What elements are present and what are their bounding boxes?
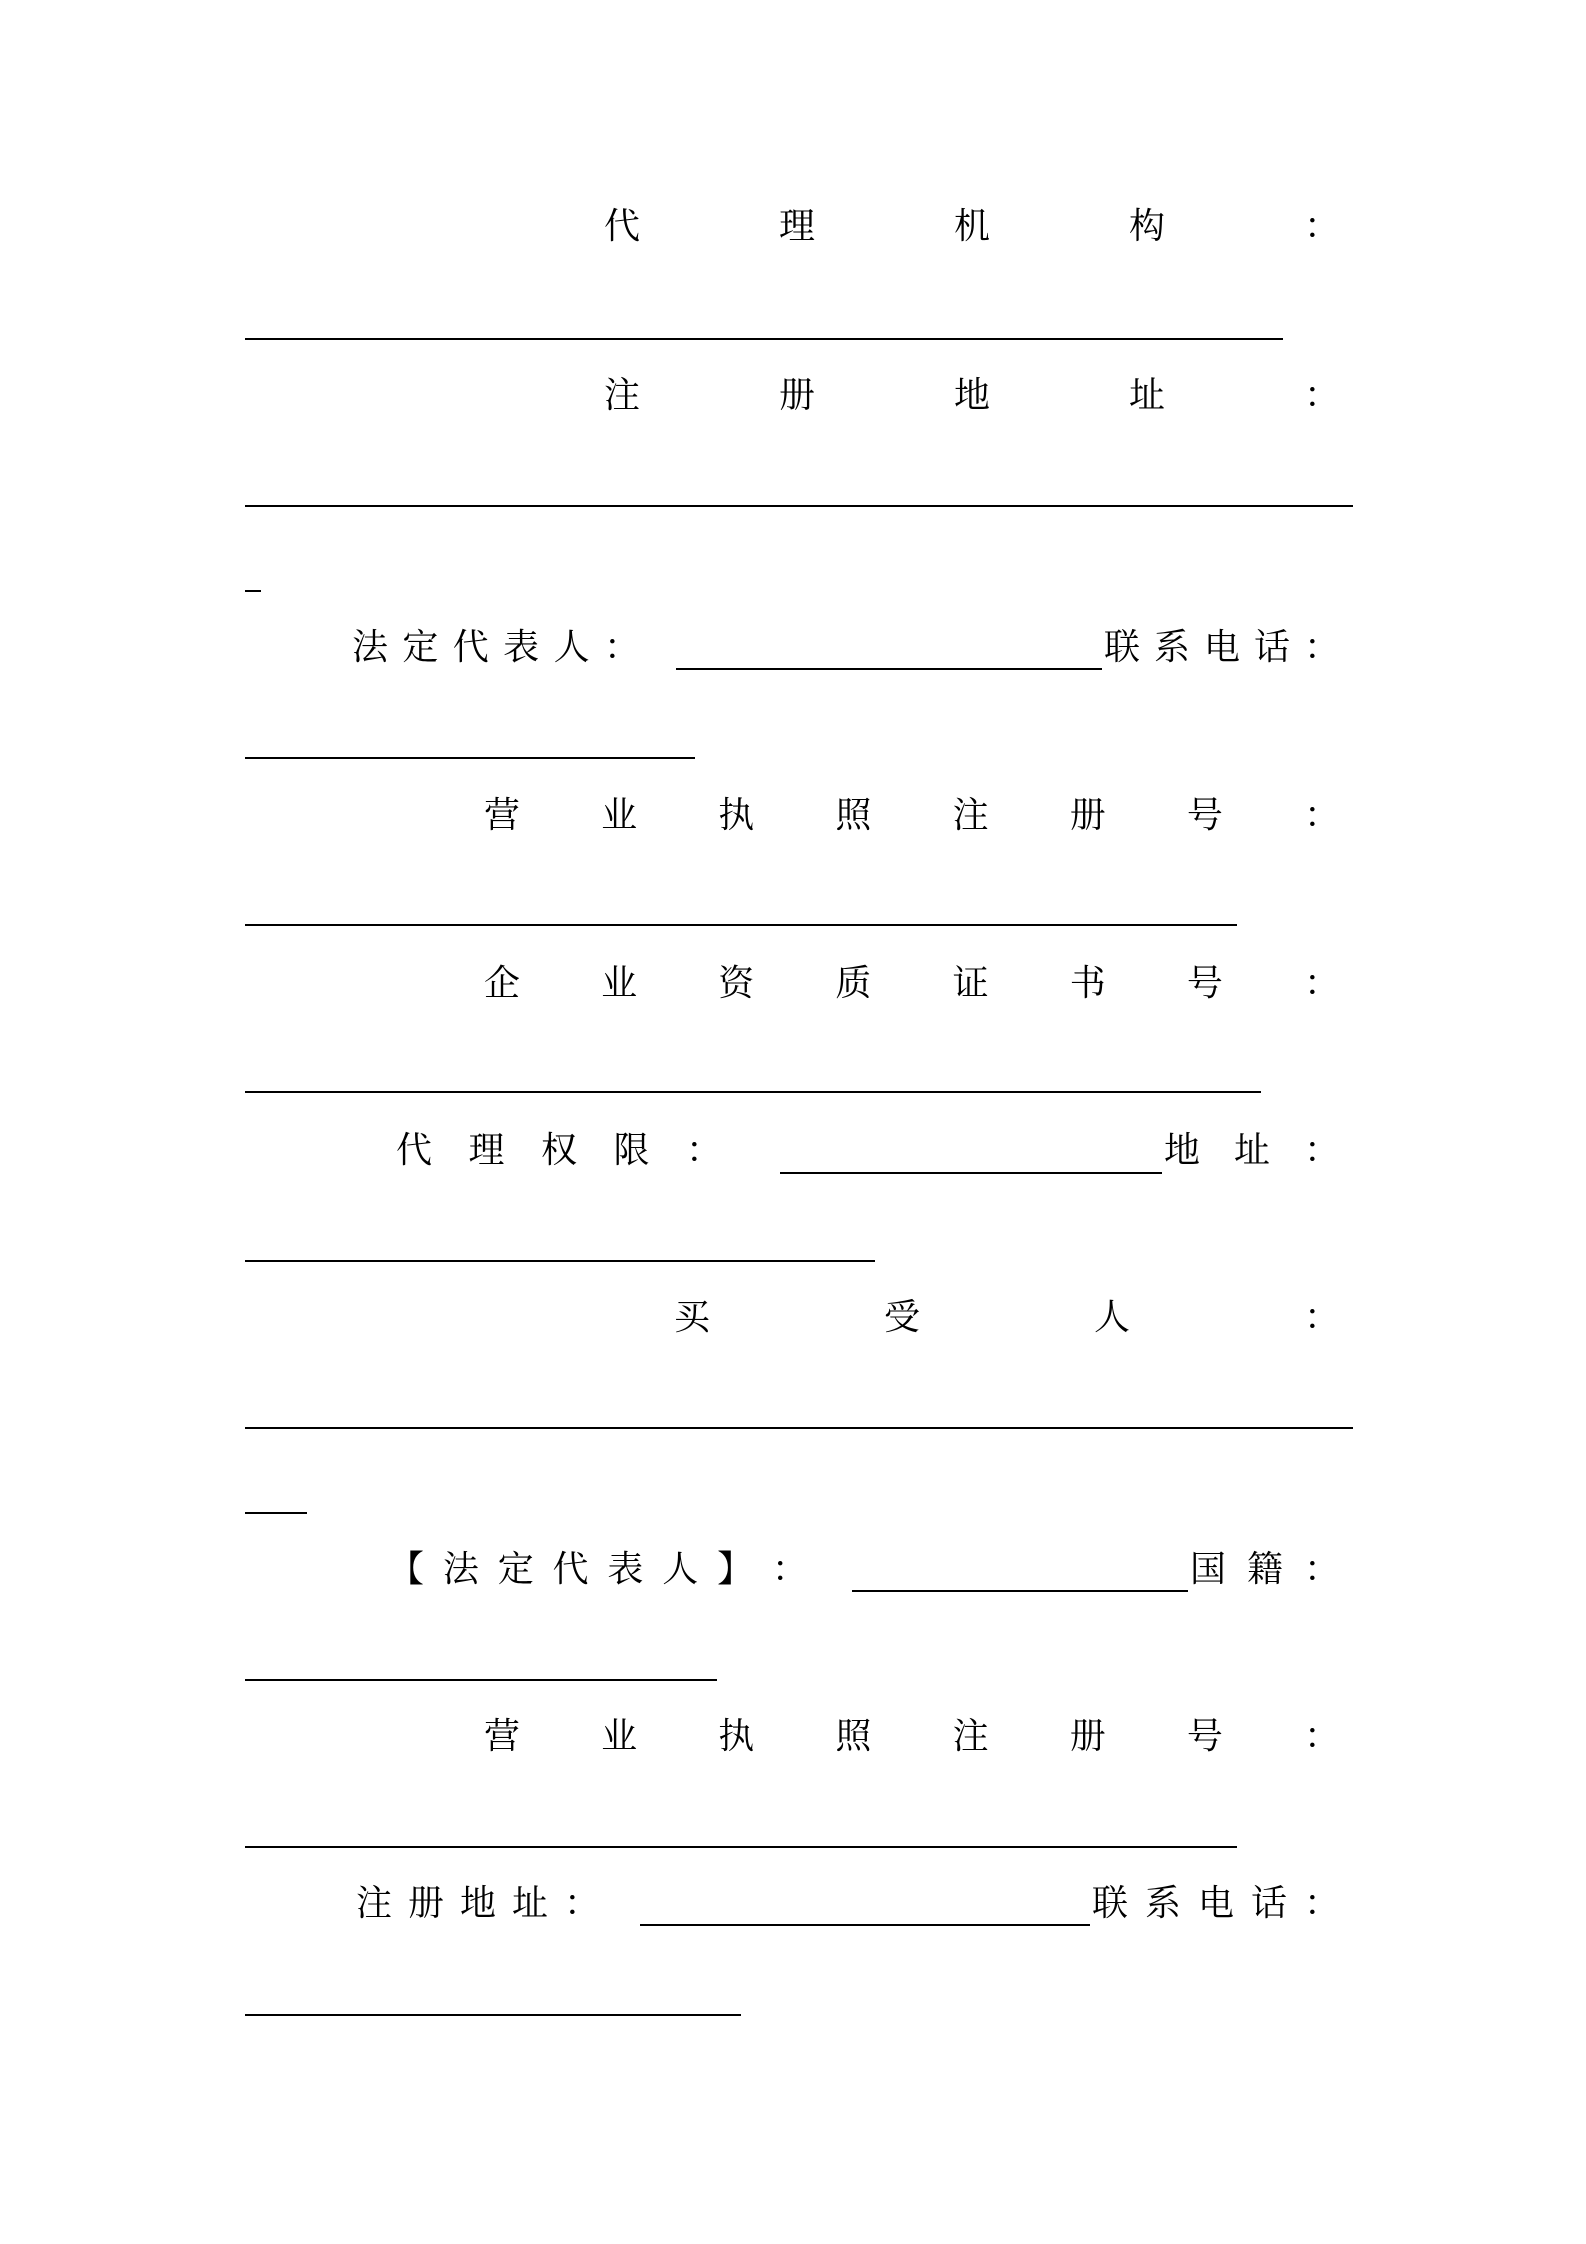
label-char: ： <box>1303 1549 1340 1590</box>
label-char: ： <box>563 1883 600 1924</box>
label-char: 注 <box>952 795 989 836</box>
label-char: 照 <box>835 1716 872 1757</box>
label-char: 注 <box>356 1883 393 1924</box>
label-char: 话 <box>1250 1883 1287 1924</box>
label-char: ： <box>603 627 640 668</box>
label-char: 构 <box>1128 206 1165 247</box>
label-char: ： <box>1303 795 1340 836</box>
buyer-blank-continued[interactable] <box>245 1512 307 1514</box>
label-char: 址 <box>511 1883 548 1924</box>
agency-address-blank[interactable] <box>245 505 1353 507</box>
label-char: 址 <box>1233 1130 1270 1171</box>
label-char: ： <box>1303 1883 1340 1924</box>
agency-authority-blank[interactable] <box>780 1172 1162 1174</box>
agency-authority-label <box>396 1127 722 1175</box>
label-char: ： <box>1303 1130 1340 1171</box>
label-char: ： <box>685 1130 722 1171</box>
label-char: 法 <box>352 627 389 668</box>
label-char: 业 <box>601 1716 638 1757</box>
label-char: 照 <box>835 795 872 836</box>
label-char: 册 <box>778 375 815 416</box>
buyer-rep-blank[interactable] <box>852 1590 1188 1592</box>
label-char: 企 <box>484 963 521 1004</box>
label-char: 定 <box>497 1549 534 1590</box>
label-char: ： <box>1303 963 1340 1004</box>
label-char: 系 <box>1144 1883 1181 1924</box>
label-char: 地 <box>953 375 990 416</box>
agency-qualification-label <box>484 960 1340 1008</box>
label-char: 人 <box>662 1549 699 1590</box>
label-char: 代 <box>452 627 489 668</box>
label-char: 业 <box>601 795 638 836</box>
label-char: ： <box>1303 375 1340 416</box>
buyer-license-blank[interactable] <box>245 1846 1237 1848</box>
label-char: 定 <box>402 627 439 668</box>
buyer-phone-label <box>1092 1880 1340 1928</box>
agency-rep-blank[interactable] <box>676 668 1102 670</box>
label-char: 营 <box>484 1716 521 1757</box>
label-char: 权 <box>540 1130 577 1171</box>
label-char: 册 <box>1069 795 1106 836</box>
buyer-address-blank[interactable] <box>640 1924 1090 1926</box>
label-char: 系 <box>1153 627 1190 668</box>
label-char: 受 <box>883 1297 920 1338</box>
label-char: 代 <box>396 1130 433 1171</box>
label-char: 号 <box>1186 963 1223 1004</box>
buyer-nationality-label <box>1190 1546 1340 1594</box>
agency-license-label <box>484 792 1340 840</box>
label-char: 联 <box>1092 1883 1129 1924</box>
label-char: 籍 <box>1246 1549 1283 1590</box>
buyer-blank[interactable] <box>245 1427 1353 1429</box>
label-char: 话 <box>1253 627 1290 668</box>
label-char: 书 <box>1069 963 1106 1004</box>
label-char: 资 <box>718 963 755 1004</box>
label-char: 电 <box>1197 1883 1234 1924</box>
buyer-license-label <box>484 1713 1340 1761</box>
label-char: ： <box>1303 1297 1340 1338</box>
agency-phone-blank[interactable] <box>245 757 695 759</box>
label-char: 册 <box>407 1883 444 1924</box>
label-char: 执 <box>718 795 755 836</box>
label-char: 理 <box>778 206 815 247</box>
label-char: 代 <box>552 1549 589 1590</box>
agency-license-blank[interactable] <box>245 924 1237 926</box>
label-char: 人 <box>1093 1297 1130 1338</box>
label-char: 法 <box>442 1549 479 1590</box>
agency-address-blank-continued[interactable] <box>245 590 261 592</box>
buyer-rep-label <box>388 1546 808 1594</box>
label-char: 代 <box>604 206 641 247</box>
label-char: ： <box>1303 1716 1340 1757</box>
label-char: 业 <box>601 963 638 1004</box>
label-char: ： <box>1303 206 1340 247</box>
label-char: 电 <box>1203 627 1240 668</box>
label-char: 【 <box>388 1549 425 1590</box>
label-char: 营 <box>484 795 521 836</box>
label-char: 国 <box>1190 1549 1227 1590</box>
agency-address-label <box>604 372 1340 420</box>
label-char: 表 <box>503 627 540 668</box>
label-char: 册 <box>1069 1716 1106 1757</box>
label-char: 人 <box>553 627 590 668</box>
label-char: 买 <box>674 1297 711 1338</box>
label-char: 注 <box>604 375 641 416</box>
agency-phone-label <box>1104 624 1340 672</box>
label-char: 表 <box>607 1549 644 1590</box>
buyer-address-label <box>356 1880 600 1928</box>
label-char: ： <box>771 1549 808 1590</box>
label-char: ： <box>1303 627 1340 668</box>
agency-location-label <box>1164 1127 1340 1175</box>
label-char: 机 <box>953 206 990 247</box>
buyer-phone-blank[interactable] <box>245 2014 741 2016</box>
label-char: 号 <box>1186 1716 1223 1757</box>
label-char: 质 <box>835 963 872 1004</box>
label-char: 地 <box>1164 1130 1201 1171</box>
label-char: 号 <box>1186 795 1223 836</box>
label-char: 限 <box>613 1130 650 1171</box>
buyer-nationality-blank[interactable] <box>245 1679 717 1681</box>
agency-rep-label <box>352 624 640 672</box>
label-char: 理 <box>468 1130 505 1171</box>
agency-qualification-blank[interactable] <box>245 1091 1261 1093</box>
agency-name-blank[interactable] <box>245 338 1283 340</box>
label-char: 】 <box>717 1549 754 1590</box>
label-char: 执 <box>718 1716 755 1757</box>
buyer-label <box>674 1294 1340 1342</box>
label-char: 联 <box>1104 627 1141 668</box>
label-char: 证 <box>952 963 989 1004</box>
label-char: 地 <box>459 1883 496 1924</box>
label-char: 址 <box>1128 375 1165 416</box>
label-char: 注 <box>952 1716 989 1757</box>
agency-location-blank[interactable] <box>245 1260 875 1262</box>
agency-name-label <box>604 203 1340 251</box>
